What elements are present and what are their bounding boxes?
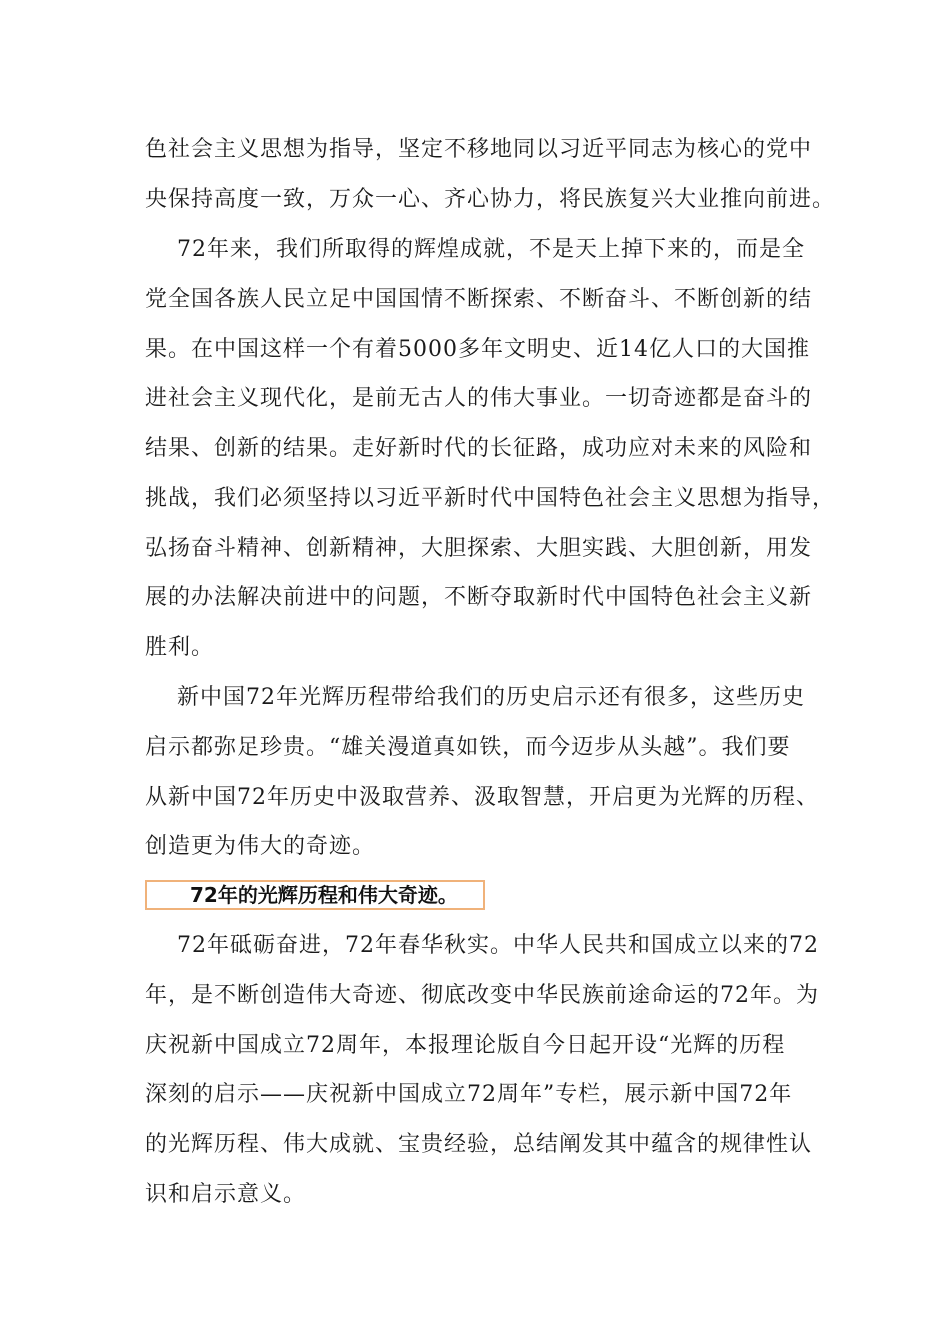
- paragraph-line: 深刻的启示——庆祝新中国成立72周年”专栏，展示新中国72年: [145, 1082, 793, 1107]
- paragraph-line: 胜利。: [145, 635, 215, 660]
- paragraph-line: 挑战，我们必须坚持以习近平新时代中国特色社会主义思想为指导，: [145, 486, 836, 511]
- paragraph-line: 央保持高度一致，万众一心、齐心协力，将民族复兴大业推向前进。: [145, 187, 836, 212]
- paragraph-line: 启示都弥足珍贵。“雄关漫道真如铁，而今迈步从头越”。我们要: [145, 735, 791, 760]
- paragraph-line: 创造更为伟大的奇迹。: [145, 834, 376, 859]
- paragraph-line: 年，是不断创造伟大奇迹、彻底改变中华民族前途命运的72年。为: [145, 983, 819, 1008]
- paragraph-line: 新中国72年光辉历程带给我们的历史启示还有很多，这些历史: [145, 685, 805, 710]
- paragraph-line: 展的办法解决前进中的问题，不断夺取新时代中国特色社会主义新: [145, 585, 813, 610]
- paragraph-line: 党全国各族人民立足中国国情不断探索、不断奋斗、不断创新的结: [145, 287, 813, 312]
- paragraph-line: 结果、创新的结果。走好新时代的长征路，成功应对未来的风险和: [145, 436, 813, 461]
- paragraph-line: 色社会主义思想为指导，坚定不移地同以习近平同志为核心的党中: [145, 137, 813, 162]
- paragraph-line: 果。在中国这样一个有着5000多年文明史、近14亿人口的大国推: [145, 337, 810, 362]
- paragraph-line: 进社会主义现代化，是前无古人的伟大事业。一切奇迹都是奋斗的: [145, 386, 813, 411]
- section-heading-box: [145, 880, 485, 910]
- paragraph-line: 识和启示意义。: [145, 1182, 307, 1207]
- paragraph-line: 的光辉历程、伟大成就、宝贵经验，总结阐发其中蕴含的规律性认: [145, 1132, 813, 1157]
- paragraph-line: 72年砥砺奋进，72年春华秋实。中华人民共和国成立以来的72: [145, 933, 819, 958]
- paragraph-line: 72年来，我们所取得的辉煌成就，不是天上掉下来的，而是全: [145, 237, 805, 262]
- paragraph-line: 从新中国72年历史中汲取营养、汲取智慧，开启更为光辉的历程、: [145, 785, 819, 810]
- section-heading: 72年的光辉历程和伟大奇迹。: [190, 883, 458, 907]
- paragraph-line: 庆祝新中国成立72周年，本报理论版自今日起开设“光辉的历程: [145, 1033, 786, 1058]
- paragraph-line: 弘扬奋斗精神、创新精神，大胆探索、大胆实践、大胆创新，用发: [145, 536, 813, 561]
